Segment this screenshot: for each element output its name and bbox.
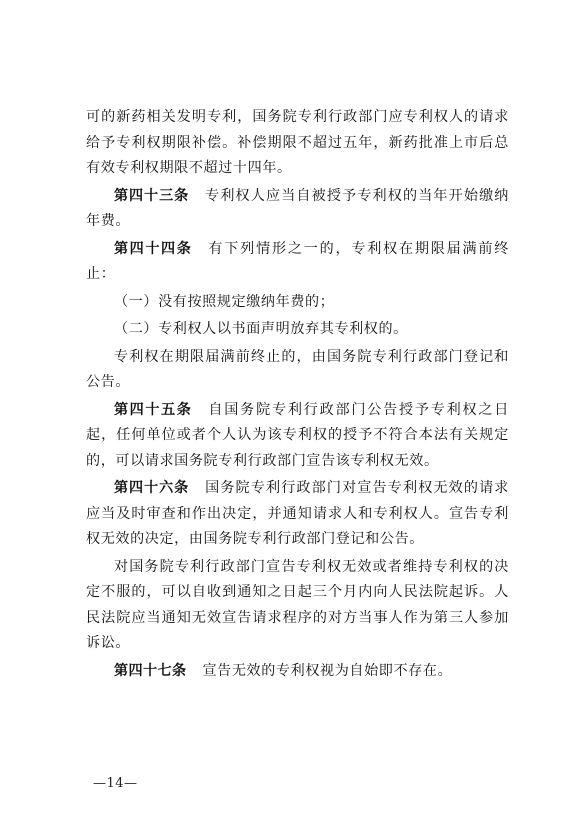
- paragraph-text: 专利权在期限届满前终止的，由国务院专利行政部门登记和公告。: [86, 348, 509, 390]
- article-heading: 第四十五条: [114, 401, 193, 418]
- paragraph-text: 对国务院专利行政部门宣告专利权无效或者维持专利权的决定不服的，可以自收到通知之日起三个月内向人民法院起诉。人民法院应当通知无效宣告请求程序的对方当事人作为第三人参加诉讼。: [86, 558, 509, 651]
- article-heading: 第四十四条: [114, 240, 193, 257]
- list-item-2: [86, 317, 509, 343]
- paragraph-continuation: [86, 105, 509, 182]
- article-text: 宣告无效的专利权视为自始即不存在。: [202, 662, 453, 679]
- paragraph-termination-notice: [86, 345, 509, 396]
- page-number: —14—: [93, 776, 138, 791]
- paragraph-text: 可的新药相关发明专利，国务院专利行政部门应专利权人的请求给予专利权期限补偿。补偿期限不超过五年，新药批准上市后总有效专利权期限不超过十四年。: [86, 109, 509, 176]
- article-heading: 第四十六条: [114, 480, 190, 496]
- article-heading: 第四十三条: [114, 187, 190, 204]
- article-text: 有下列情形之一的，专利权在期限届满前终止：: [86, 240, 510, 282]
- list-item-text: （一）没有按照规定缴纳年费的；: [114, 293, 335, 310]
- document-page: [86, 105, 509, 686]
- article-46: [86, 476, 509, 553]
- article-44: [86, 237, 509, 288]
- article-text: 国务院专利行政部门对宣告专利权无效的请求应当及时审查和作出决定，并通知请求人和专利权人。宣告专利权无效的决定，由国务院专利行政部门登记和公告。: [86, 480, 510, 547]
- article-47: [86, 659, 509, 685]
- article-43: [86, 184, 509, 235]
- article-45: [86, 398, 509, 475]
- article-text: 专利权人应当自被授予专利权的当年开始缴纳年费。: [86, 187, 510, 229]
- list-item-text: （二）专利权人以书面声明放弃其专利权的。: [114, 321, 408, 337]
- paragraph-court-appeal: [86, 555, 509, 657]
- article-text: 自国务院专利行政部门公告授予专利权之日起，任何单位或者个人认为该专利权的授予不符合本法有关规定的，可以请求国务院专利行政部门宣告该专利权无效。: [86, 401, 510, 469]
- article-heading: 第四十七条: [114, 662, 187, 679]
- list-item-1: [86, 290, 509, 316]
